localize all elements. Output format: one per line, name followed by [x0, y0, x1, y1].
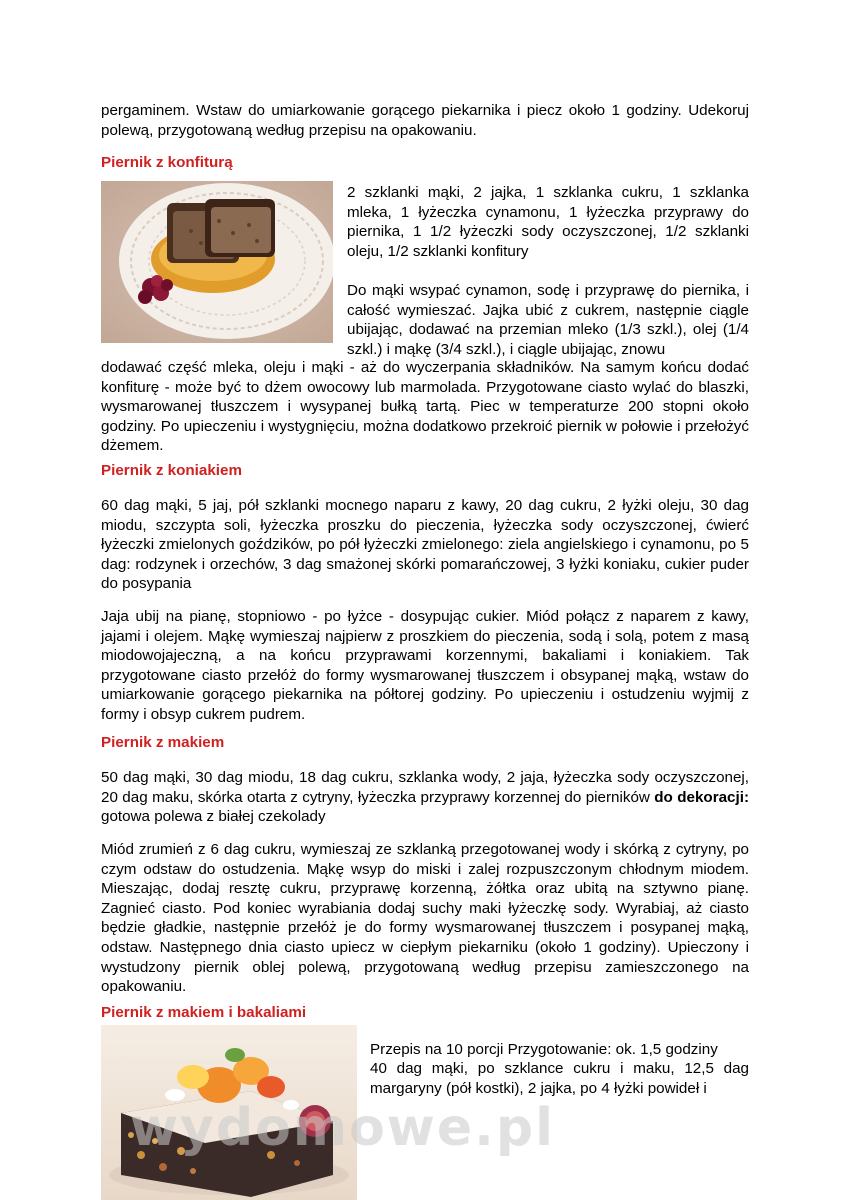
- recipe2-method: Jaja ubij na pianę, stopniowo - po łyżce - dosypując cukier. Miód połącz z naparem z kawy, jajami i olejem. Mąkę wymieszaj najpierw z proszkiem do pieczenia, sodą i solą, potem z masą miodowojajeczną, a na końcu przyprawami korzennymi, bakaliami i koniakiem. Tak przygotowane ciasto przełóż do formy wysmarowanej tłuszczem i obsypanej mąką, wstaw do umiarkowanie gorącego piekarnika na półtorej godziny. Po upieczeniu i ostudzeniu wyjmij z formy i obsyp cukrem pudrem.: [101, 608, 749, 723]
- recipe-title-konfitura: Piernik z konfiturą: [101, 154, 233, 171]
- gingerbread-photo-icon: [101, 181, 333, 343]
- watermark: wydomowe.pl: [130, 1098, 555, 1158]
- recipe1-ingredients: 2 szklanki mąki, 2 jajka, 1 szklanka cukru, 1 szklanka mleka, 1 łyżeczka cynamonu, 1 łyżeczka przyprawy do piernika, 1 1/2 łyżeczki sody oczyszczonej, 1/2 szklanki oleju, 1/2 szklanki konfitury: [347, 184, 749, 260]
- recipe3-method: Miód zrumień z 6 dag cukru, wymieszaj ze szklanką przegotowanej wody i skórką z cytryny, po czym odstaw do ostudzenia. Mąkę wsyp do miski i zalej rozpuszczonym chłodnym miodem. Mieszając, dodaj resztę cukru, przyprawę korzenną, żółtka oraz ubitą na sztywno pianę. Zagnieć ciasto. Pod koniec wyrabiania dodaj suchy maki łyżeczkę sody. Wyrabiaj, aż ciasto będzie gładkie, następnie przełóż je do formy wysmarowanej tłuszczem i posypanej mąką, odstaw. Następnego dnia ciasto upiecz w ciepłym piekarniku (około 1 godziny). Upieczony i wystudzony piernik oblej polewą, przygotowaną według przepisu zamieszczonego na opakowaniu.: [101, 841, 749, 996]
- recipe3-decoration-text: gotowa polewa z białej czekolady: [101, 808, 326, 826]
- recipe3-decoration-label: do dekoracji:: [654, 788, 749, 806]
- recipe-title-mak-bakalie: Piernik z makiem i bakaliami: [101, 1004, 307, 1021]
- recipe4-ingredients: 40 dag mąki, po szklance cukru i maku, 12,5 dag margaryny (pół kostki), 2 jajka, po 4 łyżki powideł i: [370, 1060, 749, 1097]
- recipe2-ingredients: 60 dag mąki, 5 jaj, pół szklanki mocnego naparu z kawy, 20 dag cukru, 2 łyżki oleju, 30 dag miodu, szczypta soli, łyżeczka proszku do pieczenia, łyżeczka sody oczyszczonej, ćwierć łyżeczki zmielonych goździków, po pół łyżeczki zmielonego: ziela angielskiego i cynamonu, po 5 dag: rodzynek i orzechów, 3 dag smażonej skórki pomarańczowej, 3 łyżki koniaku, cukier puder do posypania: [101, 497, 749, 593]
- recipe3-ingredients-text: 50 dag mąki, 30 dag miodu, 18 dag cukru, szklanka wody, 2 jaja, łyżeczka sody oczyszczonej, 20 dag maku, skórka otarta z cytryny, łyżeczka przyprawy korzennej do pierników: [101, 769, 749, 806]
- recipe1-method-full: dodawać część mleka, oleju i mąki - aż do wyczerpania składników. Na samym końcu dodać konfiturę - może być to dżem owocowy lub marmolada. Przygotowane ciasto wylać do blaszki, wysmarowanej tłuszczem i wysypanej bułką tartą. Piec w temperaturze 200 stopni około godziny. Po upieczeniu i wystygnięciu, można dodatkowo przekroić piernik w połowie i przełożyć dżemem.: [101, 359, 749, 455]
- intro-paragraph: pergaminem. Wstaw do umiarkowanie gorącego piekarnika i piecz około 1 godziny. Udekoruj polewą, przygotowaną według przepisu na opakowaniu.: [101, 102, 749, 139]
- recipe-title-koniak: Piernik z koniakiem: [101, 462, 242, 479]
- recipe1-method-side: Do mąki wsypać cynamon, sodę i przyprawę do piernika, i całość wymieszać. Jajka ubić z cukrem, następnie ciągle ubijając, dodawać na przemian mleko (1/3 szkl.), olej (1/4 szkl.) i mąkę (3/4 szkl.), i ciągle ubijając, znowu: [347, 282, 749, 358]
- recipe4-intro: Przepis na 10 porcji Przygotowanie: ok. 1,5 godziny: [370, 1041, 718, 1058]
- recipe3-ingredients: [101, 768, 749, 827]
- recipe-title-mak: Piernik z makiem: [101, 734, 225, 751]
